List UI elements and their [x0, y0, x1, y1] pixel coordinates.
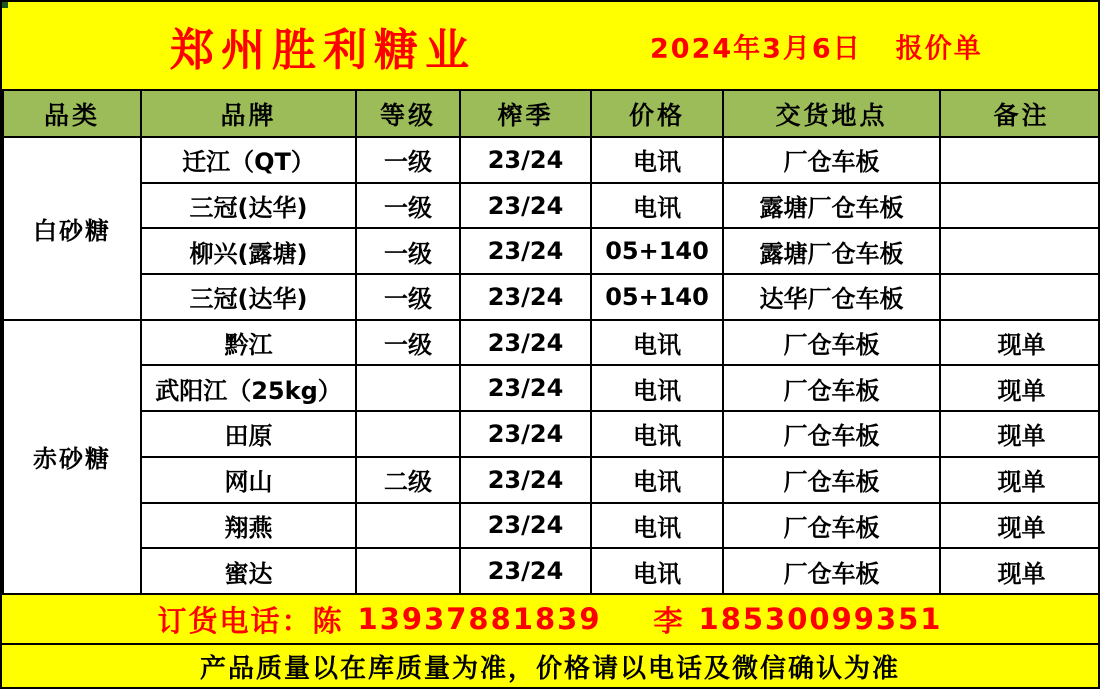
cell-note: 现单 [940, 320, 1100, 366]
cell-season: 23/24 [460, 274, 591, 320]
cell-price: 05+140 [591, 274, 723, 320]
table-row [3, 548, 1100, 594]
cell-place: 露塘厂仓车板 [723, 228, 940, 274]
order-phone-label: 订货电话： [157, 603, 313, 638]
contact1-name: 陈 [312, 603, 344, 638]
cell-season: 23/24 [460, 411, 591, 457]
cell-price: 电讯 [591, 548, 723, 594]
cell-season: 23/24 [460, 320, 591, 366]
company-title: 郑州胜利糖业 [170, 24, 476, 76]
column-header-brand: 品牌 [141, 90, 356, 137]
cell-brand: 柳兴(露塘) [141, 228, 356, 274]
cell-brand: 三冠(达华) [141, 274, 356, 320]
cell-price: 电讯 [591, 457, 723, 503]
cell-grade: 一级 [356, 228, 460, 274]
cell-price: 电讯 [591, 503, 723, 549]
column-header-grade: 等级 [356, 90, 460, 137]
cell-place: 露塘厂仓车板 [723, 183, 940, 229]
cell-grade: 一级 [356, 137, 460, 183]
cell-note: 现单 [940, 411, 1100, 457]
cell-grade: 一级 [356, 320, 460, 366]
cell-season: 23/24 [460, 365, 591, 411]
cell-note [940, 137, 1100, 183]
cell-grade [356, 411, 460, 457]
cell-grade [356, 548, 460, 594]
cell-note [940, 228, 1100, 274]
cell-season: 23/24 [460, 548, 591, 594]
table-row [3, 503, 1100, 549]
order-phone-band [2, 595, 1098, 643]
cell-note: 现单 [940, 548, 1100, 594]
cell-place: 厂仓车板 [723, 365, 940, 411]
cell-brand: 田原 [141, 411, 356, 457]
quote-date: 2024年3月6日 [650, 33, 862, 64]
title-band [2, 2, 1098, 89]
cell-place: 厂仓车板 [723, 503, 940, 549]
cell-season: 23/24 [460, 457, 591, 503]
cell-brand: 蜜达 [141, 548, 356, 594]
cell-price: 电讯 [591, 411, 723, 457]
table-row [3, 137, 1100, 183]
table-row [3, 365, 1100, 411]
cell-place: 厂仓车板 [723, 137, 940, 183]
cell-season: 23/24 [460, 137, 591, 183]
cell-price: 电讯 [591, 365, 723, 411]
cell-place: 达华厂仓车板 [723, 274, 940, 320]
cell-place: 厂仓车板 [723, 457, 940, 503]
column-header-place: 交货地点 [723, 90, 940, 137]
cell-season: 23/24 [460, 503, 591, 549]
column-header-note: 备注 [940, 90, 1100, 137]
cell-price: 电讯 [591, 320, 723, 366]
quality-note-text: 产品质量以在库质量为准，价格请以电话及微信确认为准 [199, 653, 900, 684]
cell-price: 05+140 [591, 228, 723, 274]
cell-price: 电讯 [591, 137, 723, 183]
cell-grade: 二级 [356, 457, 460, 503]
category-cell-white-sugar: 白砂糖 [3, 137, 141, 320]
table-row [3, 183, 1100, 229]
cell-note: 现单 [940, 503, 1100, 549]
cell-season: 23/24 [460, 228, 591, 274]
header-row [3, 90, 1100, 137]
quality-note-band [2, 643, 1098, 687]
cell-place: 厂仓车板 [723, 548, 940, 594]
cell-brand: 翔燕 [141, 503, 356, 549]
column-header-category: 品类 [3, 90, 141, 137]
cell-brand: 武阳江（25kg） [141, 365, 356, 411]
table-row [3, 457, 1100, 503]
cell-note: 现单 [940, 457, 1100, 503]
contact1-phone: 13937881839 [357, 602, 602, 636]
cell-place: 厂仓车板 [723, 320, 940, 366]
column-header-price: 价格 [591, 90, 723, 137]
screen-corner-artifact [2, 2, 8, 8]
cell-brand: 迁江（QT） [141, 137, 356, 183]
cell-place: 厂仓车板 [723, 411, 940, 457]
cell-grade [356, 365, 460, 411]
cell-grade [356, 503, 460, 549]
contact2-phone: 18530099351 [698, 602, 943, 636]
cell-note: 现单 [940, 365, 1100, 411]
table-row [3, 228, 1100, 274]
cell-season: 23/24 [460, 183, 591, 229]
price-table [2, 89, 1100, 595]
date-group [650, 26, 983, 65]
cell-note [940, 274, 1100, 320]
cell-grade: 一级 [356, 274, 460, 320]
table-row [3, 274, 1100, 320]
category-cell-brown-sugar: 赤砂糖 [3, 320, 141, 594]
table-row [3, 411, 1100, 457]
table-row [3, 320, 1100, 366]
doc-type-label: 报价单 [895, 33, 983, 64]
cell-price: 电讯 [591, 183, 723, 229]
cell-brand: 三冠(达华) [141, 183, 356, 229]
cell-brand: 网山 [141, 457, 356, 503]
contact2-name: 李 [653, 603, 685, 638]
cell-grade: 一级 [356, 183, 460, 229]
cell-brand: 黔江 [141, 320, 356, 366]
cell-note [940, 183, 1100, 229]
column-header-season: 榨季 [460, 90, 591, 137]
